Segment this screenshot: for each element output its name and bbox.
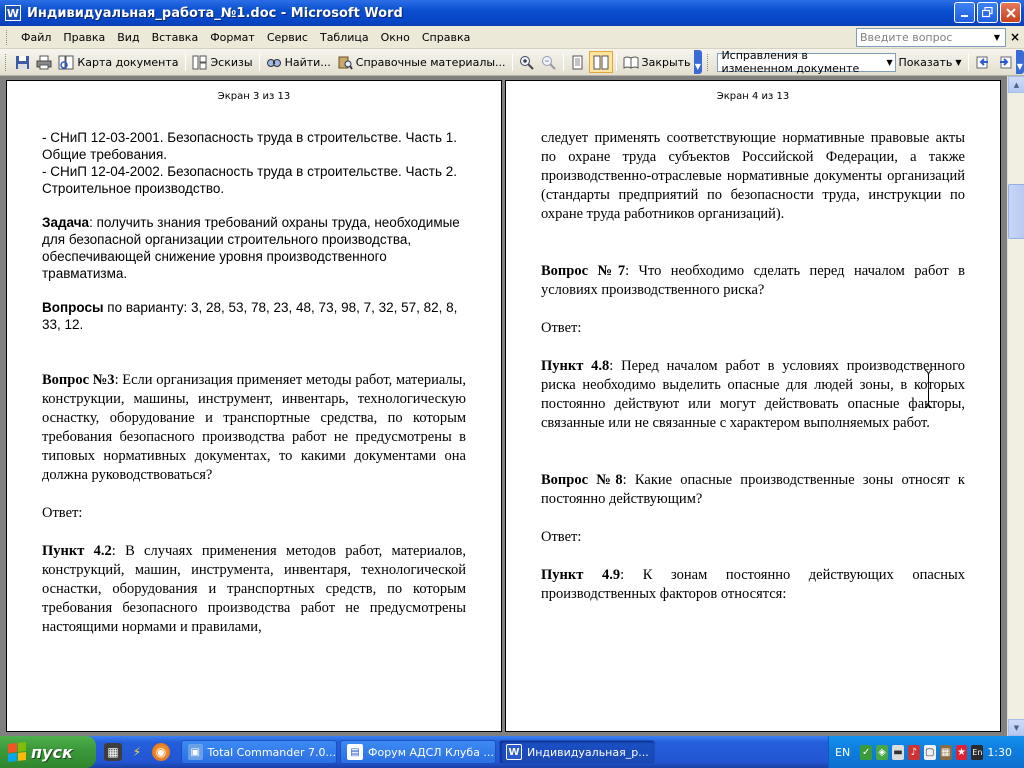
vertical-scrollbar[interactable] bbox=[1007, 76, 1024, 736]
flash-icon[interactable]: ⚡ bbox=[132, 745, 142, 759]
close-reading-button[interactable] bbox=[620, 51, 694, 73]
question-7-label: Вопрос №7 bbox=[541, 263, 626, 279]
page-left bbox=[6, 80, 502, 732]
title-bar[interactable] bbox=[0, 0, 1024, 26]
next-change-button[interactable] bbox=[994, 51, 1016, 73]
thumbnails-label: Эскизы bbox=[210, 55, 253, 69]
toolbar-options-icon[interactable]: ▼ bbox=[1016, 50, 1024, 74]
page-left-body[interactable] bbox=[42, 129, 466, 637]
question-3-paragraph bbox=[42, 371, 466, 485]
clause-4-2-text: : В случаях применения методов работ, материалов, конструкций, машин, инструмента, инвентаря, технологической оснастки, оборудования и транспортных средств, по которым требования безопасного производства работ не предусмотрены настоящими нормами и правилами, bbox=[42, 543, 466, 635]
flag-tray-icon[interactable]: ★ bbox=[956, 746, 966, 758]
task-paragraph bbox=[42, 214, 466, 282]
menu-format[interactable]: Формат bbox=[210, 30, 255, 44]
window-title: Индивидуальная_работа_№1.doc - Microsoft Word bbox=[27, 5, 403, 21]
close-reading-label: Закрыть bbox=[641, 55, 691, 69]
zoom-in-icon bbox=[519, 54, 535, 70]
single-page-icon bbox=[570, 54, 586, 70]
chevron-down-icon: ▼ bbox=[955, 57, 962, 67]
toolbar-separator bbox=[512, 53, 513, 71]
task-label: Форум АДСЛ Клуба ... bbox=[368, 745, 494, 759]
window-tray-icon[interactable]: ▢ bbox=[924, 746, 935, 758]
quick-launch bbox=[96, 743, 178, 761]
close-document-icon[interactable]: × bbox=[1009, 30, 1020, 44]
menu-edit[interactable]: Правка bbox=[63, 30, 106, 44]
restore-icon[interactable] bbox=[977, 2, 998, 23]
thumbnails-button[interactable] bbox=[189, 51, 256, 73]
clause-4-2-paragraph bbox=[42, 542, 466, 637]
actual-page-button[interactable] bbox=[567, 51, 589, 73]
clause-4-8-paragraph bbox=[541, 357, 965, 433]
tracking-mode-select[interactable] bbox=[717, 49, 895, 75]
toolbar-separator bbox=[563, 53, 564, 71]
clause-4-8-label: Пункт 4.8 bbox=[541, 358, 610, 374]
previous-change-icon bbox=[975, 54, 991, 70]
continued-paragraph: следует применять соответствующие нормативные правовые акты по охране труда субъектов Российской Федерации, а также производственно-отраслевые нормативные документы организаций (стандарты предприятий по безопасности труда, инструкции по охране труда работников организаций). bbox=[541, 130, 965, 222]
questions-paragraph bbox=[42, 299, 466, 333]
clock[interactable]: 1:30 bbox=[987, 745, 1013, 759]
question-3-text: : Если организация применяет методы работ, материалы, конструкции, машины, инструмент, инвентарь, технологическую оснастку, оборудование и транспортные средства, по которым требования безопасного производства работ не предусмотрены в типовых нормативных документах, то какими документами она должна руководствоваться? bbox=[42, 372, 466, 483]
research-button[interactable] bbox=[334, 51, 509, 73]
menu-window[interactable]: Окно bbox=[380, 30, 410, 44]
menu-bar bbox=[0, 26, 1024, 49]
system-tray bbox=[828, 736, 1024, 768]
page-right bbox=[505, 80, 1001, 732]
ask-question-box bbox=[856, 28, 1006, 47]
save-icon bbox=[14, 54, 30, 70]
toolbar-separator bbox=[616, 53, 617, 71]
task-label: Индивидуальная_р... bbox=[527, 745, 649, 759]
document-map-label: Карта документа bbox=[77, 55, 179, 69]
toolbar-options-icon[interactable]: ▼ bbox=[694, 50, 702, 74]
two-pages-button[interactable] bbox=[589, 51, 613, 73]
print-button[interactable] bbox=[33, 51, 55, 73]
clause-4-2-label: Пункт 4.2 bbox=[42, 543, 112, 559]
two-pages-icon bbox=[593, 54, 609, 70]
minimize-icon[interactable] bbox=[954, 2, 975, 23]
network-icon[interactable]: ◈ bbox=[876, 745, 888, 760]
menu-file[interactable]: Файл bbox=[21, 30, 52, 44]
task-text: : получить знания требований охраны труда, необходимые для безопасной организации строительного производства, обеспечивающей снижение уровня производственного травматизма. bbox=[42, 215, 460, 281]
chevron-down-icon[interactable]: ▼ bbox=[993, 33, 1001, 42]
keyboard-layout-icon[interactable]: En bbox=[971, 745, 983, 760]
menu-help[interactable]: Справка bbox=[421, 30, 471, 44]
document-map-icon bbox=[58, 54, 74, 70]
menu-view[interactable]: Вид bbox=[117, 30, 140, 44]
snip-reference-2: - СНиП 12-04-2002. Безопасность труда в строительстве. Часть 2. Строительное производство. bbox=[42, 164, 457, 196]
toolbar-separator bbox=[259, 53, 260, 71]
toolbar-grip[interactable] bbox=[5, 54, 7, 71]
zoom-out-button[interactable] bbox=[538, 51, 560, 73]
question-3-label: Вопрос №3 bbox=[42, 372, 115, 388]
menu-table[interactable]: Таблица bbox=[319, 30, 369, 44]
question-7-paragraph bbox=[541, 262, 965, 300]
next-change-icon bbox=[997, 54, 1013, 70]
document-area bbox=[0, 76, 1007, 736]
answer-label-q8: Ответ: bbox=[541, 529, 582, 545]
research-icon bbox=[337, 54, 353, 70]
menu-grip[interactable] bbox=[6, 30, 9, 45]
save-button[interactable] bbox=[11, 51, 33, 73]
total-commander-icon: ▣ bbox=[188, 744, 203, 760]
show-markup-button[interactable] bbox=[896, 51, 965, 73]
scroll-up-icon[interactable]: ▲ bbox=[1008, 76, 1024, 93]
answer-label-left: Ответ: bbox=[42, 505, 83, 521]
task-total-commander[interactable] bbox=[181, 740, 337, 764]
task-label: Total Commander 7.0... bbox=[207, 745, 336, 759]
scrollbar-thumb[interactable] bbox=[1008, 184, 1024, 239]
menu-insert[interactable]: Вставка bbox=[151, 30, 199, 44]
browser-icon: ▤ bbox=[347, 744, 363, 760]
answer-label-q7: Ответ: bbox=[541, 320, 582, 336]
media-player-icon[interactable]: ▦ bbox=[104, 743, 122, 761]
ask-question-input[interactable] bbox=[857, 29, 989, 46]
firefox-icon[interactable]: ◉ bbox=[152, 743, 170, 761]
clause-4-9-paragraph bbox=[541, 566, 965, 604]
taskbar bbox=[0, 736, 1024, 768]
task-label: Задача bbox=[42, 215, 90, 230]
toolbar-separator bbox=[185, 53, 186, 71]
questions-label: Вопросы bbox=[42, 300, 104, 315]
reading-toolbar bbox=[0, 49, 1024, 76]
snip-reference-1: - СНиП 12-03-2001. Безопасность труда в строительстве. Часть 1. Общие требования. bbox=[42, 130, 457, 162]
show-markup-label: Показать bbox=[898, 55, 953, 69]
find-label: Найти... bbox=[284, 55, 331, 69]
window-controls bbox=[954, 2, 1021, 23]
close-icon[interactable] bbox=[1000, 2, 1021, 23]
word-icon: W bbox=[506, 744, 522, 760]
start-label: пуск bbox=[31, 742, 73, 762]
volume-icon[interactable]: ♪ bbox=[908, 745, 920, 760]
thumbnails-icon bbox=[192, 54, 208, 70]
research-label: Справочные материалы... bbox=[355, 55, 506, 69]
clause-4-9-label: Пункт 4.9 bbox=[541, 567, 621, 583]
questions-text: по варианту: 3, 28, 53, 78, 23, 48, 73, 98, 7, 32, 57, 82, 8, 33, 12. bbox=[42, 300, 458, 332]
document-map-button[interactable] bbox=[55, 51, 181, 73]
question-8-label: Вопрос №8 bbox=[541, 472, 623, 488]
chevron-down-icon: ▼ bbox=[886, 57, 893, 67]
text-cursor-icon bbox=[924, 369, 933, 409]
app-tray-icon[interactable]: ▦ bbox=[940, 746, 951, 758]
language-indicator[interactable]: EN bbox=[835, 745, 851, 759]
clause-4-8-text: : Перед началом работ в условиях производственного риска необходимо выделить опасные для людей зоны, в которых постоянно действуют или могут действовать опасные факторы, связанные или не связанные с характером выполняемых работ. bbox=[541, 358, 965, 431]
tracking-mode-value: Исправления в измененном документе bbox=[721, 49, 860, 75]
page-right-body[interactable] bbox=[541, 129, 965, 604]
word-app-icon[interactable]: W bbox=[6, 6, 20, 20]
find-button[interactable] bbox=[263, 51, 334, 73]
question-8-paragraph bbox=[541, 471, 965, 509]
clause-4-9-text: : К зонам постоянно действующих опасных производственных факторов относятся: bbox=[541, 567, 965, 602]
toolbar-separator bbox=[968, 53, 969, 71]
menu-tools[interactable]: Сервис bbox=[266, 30, 308, 44]
task-word-document[interactable] bbox=[499, 740, 655, 764]
scroll-down-icon[interactable]: ▼ bbox=[1008, 719, 1024, 736]
printer-icon bbox=[36, 54, 52, 70]
start-button[interactable] bbox=[0, 736, 96, 768]
close-reading-icon bbox=[623, 54, 639, 70]
toolbar-grip[interactable] bbox=[707, 54, 709, 71]
task-forum-browser[interactable] bbox=[340, 740, 496, 764]
safely-remove-icon[interactable]: ▬ bbox=[893, 746, 903, 758]
question-7-text: : Что необходимо сделать перед началом работ в условиях производственного риска? bbox=[541, 263, 965, 298]
zoom-in-button[interactable] bbox=[516, 51, 538, 73]
previous-change-button[interactable] bbox=[972, 51, 994, 73]
zoom-out-icon bbox=[541, 54, 557, 70]
page-label-right: Экран 4 из 13 bbox=[716, 91, 790, 102]
windows-logo-icon bbox=[8, 742, 26, 762]
antivirus-icon[interactable]: ✓ bbox=[861, 746, 871, 758]
find-icon bbox=[266, 54, 282, 70]
question-8-text: : Какие опасные производственные зоны относят к постоянно действующим? bbox=[541, 472, 965, 507]
page-label-left: Экран 3 из 13 bbox=[217, 91, 291, 102]
